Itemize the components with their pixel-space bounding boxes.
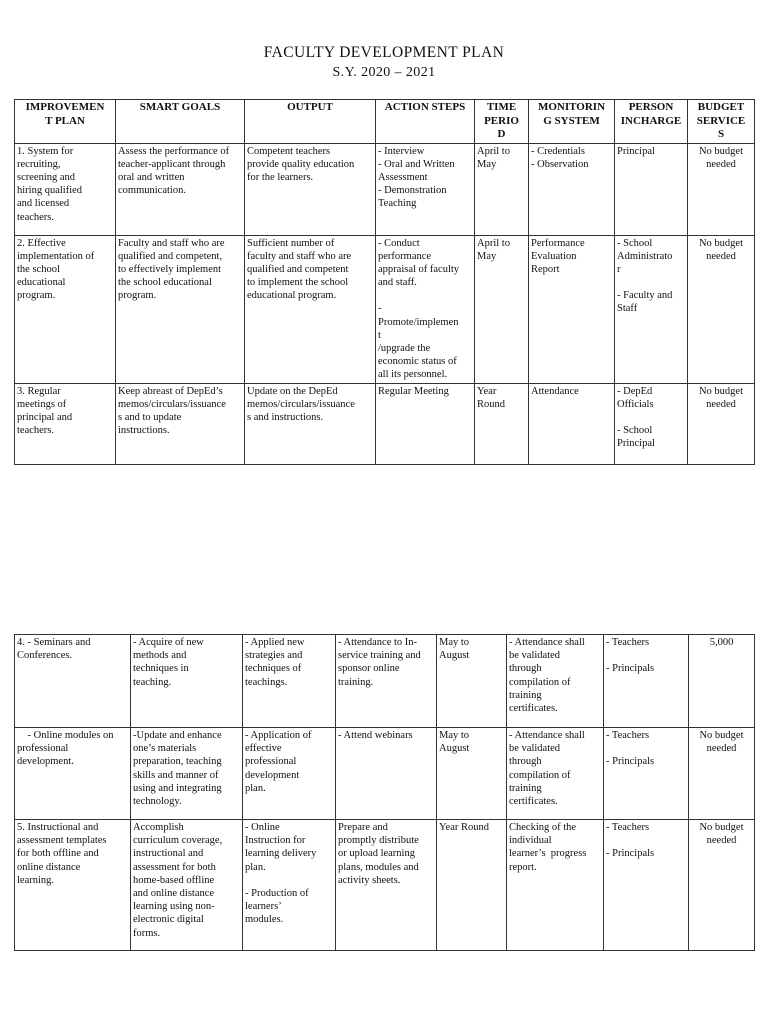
cell-goals: Accomplish curriculum coverage, instructional and assessment for both home-based offline and online distance learning using non- electronic digital forms. — [131, 820, 243, 951]
cell-budget: No budget needed — [688, 383, 755, 464]
cell-person: - DepEd Officials - School Principal — [615, 383, 688, 464]
cell-budget: No budget needed — [689, 820, 755, 951]
cell-monitor: Attendance — [529, 383, 615, 464]
cell-monitor: Performance Evaluation Report — [529, 235, 615, 383]
header-cell: ACTION STEPS — [376, 100, 475, 144]
school-year: S.Y. 2020 – 2021 — [332, 65, 436, 80]
table-row — [15, 820, 755, 951]
cell-actions: - Interview - Oral and Written Assessment - Demonstration Teaching — [376, 143, 475, 235]
cell-time: May to August — [437, 728, 507, 820]
cell-person: - Teachers - Principals — [604, 635, 689, 728]
cell-plan: 2. Effective implementation of the school educational program. — [15, 235, 116, 383]
table-row — [15, 728, 755, 820]
cell-budget: No budget needed — [689, 728, 755, 820]
cell-monitor: - Attendance shall be validated through compilation of training certificates. — [507, 635, 604, 728]
cell-plan: 1. System for recruiting, screening and hiring qualified and licensed teachers. — [15, 143, 116, 235]
cell-person: - Teachers - Principals — [604, 820, 689, 951]
table-row — [15, 383, 755, 464]
cell-budget: No budget needed — [688, 235, 755, 383]
cell-goals: Keep abreast of DepEd’s memos/circulars/issuance s and to update instructions. — [116, 383, 245, 464]
table-header-row — [15, 100, 755, 144]
cell-person: - School Administrato r - Faculty and Staff — [615, 235, 688, 383]
cell-output: Competent teachers provide quality education for the learners. — [245, 143, 376, 235]
cell-time: Year Round — [475, 383, 529, 464]
cell-actions: Prepare and promptly distribute or upload learning plans, modules and activity sheets. — [336, 820, 437, 951]
cell-person: - Teachers - Principals — [604, 728, 689, 820]
header-cell: SMART GOALS — [116, 100, 245, 144]
cell-monitor: - Attendance shall be validated through compilation of training certificates. — [507, 728, 604, 820]
cell-actions: - Conduct performance appraisal of faculty and staff. - Promote/implemen t /upgrade the economic status of all its personnel. — [376, 235, 475, 383]
cell-time: April to May — [475, 235, 529, 383]
header-cell: PERSON INCHARGE — [615, 100, 688, 144]
cell-output: Sufficient number of faculty and staff who are qualified and competent to implement the school educational program. — [245, 235, 376, 383]
cell-goals: -Update and enhance one’s materials preparation, teaching skills and manner of using and integrating technology. — [131, 728, 243, 820]
cell-plan: 4. - Seminars and Conferences. — [15, 635, 131, 728]
cell-time: Year Round — [437, 820, 507, 951]
header-cell: TIME PERIO D — [475, 100, 529, 144]
cell-output: Update on the DepEd memos/circulars/issuance s and instructions. — [245, 383, 376, 464]
header-cell: IMPROVEMEN T PLAN — [15, 100, 116, 144]
cell-goals: Faculty and staff who are qualified and competent, to effectively implement the school educational program. — [116, 235, 245, 383]
header-cell: MONITORIN G SYSTEM — [529, 100, 615, 144]
cell-actions: - Attendance to In- service training and sponsor online training. — [336, 635, 437, 728]
cell-plan: 5. Instructional and assessment templates for both offline and online distance learning. — [15, 820, 131, 951]
cell-plan: - Online modules on professional development. — [15, 728, 131, 820]
cell-budget: No budget needed — [688, 143, 755, 235]
cell-monitor: Checking of the individual learner’s progress report. — [507, 820, 604, 951]
cell-time: May to August — [437, 635, 507, 728]
cell-actions: Regular Meeting — [376, 383, 475, 464]
cell-goals: - Acquire of new methods and techniques in teaching. — [131, 635, 243, 728]
cell-output: - Application of effective professional development plan. — [243, 728, 336, 820]
header-cell: BUDGET SERVICE S — [688, 100, 755, 144]
cell-plan: 3. Regular meetings of principal and teachers. — [15, 383, 116, 464]
cell-monitor: - Credentials - Observation — [529, 143, 615, 235]
cell-time: April to May — [475, 143, 529, 235]
cell-output: - Applied new strategies and techniques of teachings. — [243, 635, 336, 728]
cell-actions: - Attend webinars — [336, 728, 437, 820]
table-row — [15, 235, 755, 383]
cell-person: Principal — [615, 143, 688, 235]
plan-table-page-2 — [14, 634, 755, 951]
document-title: FACULTY DEVELOPMENT PLAN — [263, 44, 505, 61]
cell-budget: 5,000 — [689, 635, 755, 728]
table-row — [15, 143, 755, 235]
table-row — [15, 635, 755, 728]
cell-output: - Online Instruction for learning delivery plan. - Production of learners’ modules. — [243, 820, 336, 951]
cell-goals: Assess the performance of teacher-applicant through oral and written communication. — [116, 143, 245, 235]
plan-table-page-1 — [14, 99, 755, 465]
header-cell: OUTPUT — [245, 100, 376, 144]
